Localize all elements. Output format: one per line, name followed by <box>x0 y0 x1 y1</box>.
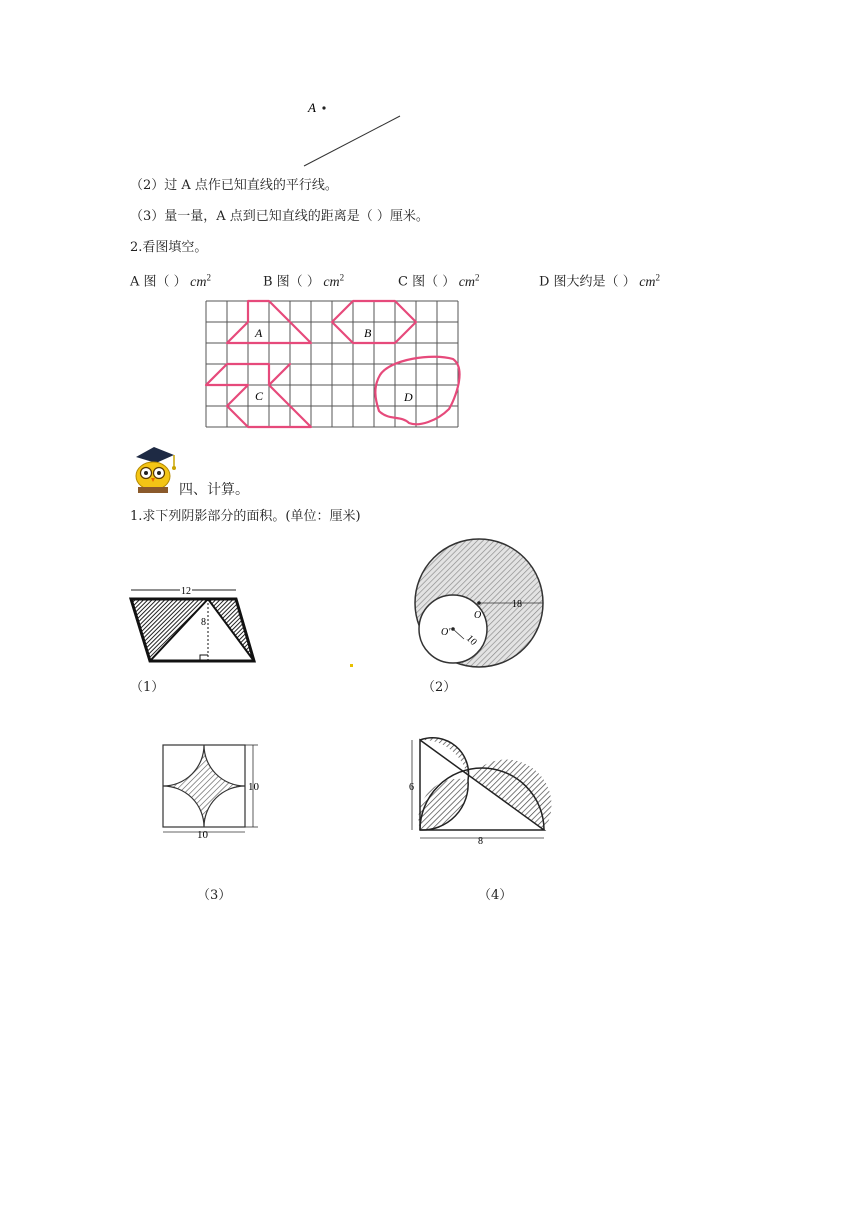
q1-part-2: （2）过 A 点作已知直线的平行线。 <box>130 178 338 193</box>
shape-d <box>375 357 459 425</box>
fig4-base-label: 8 <box>478 836 483 847</box>
q1-part-3: （3）量一量，A 点到已知直线的距离是（ ）厘米。 <box>130 209 429 224</box>
blank-d: D 图大约是（ ） $cm^2$ <box>539 272 661 290</box>
fig3-caption: （3） <box>197 888 232 903</box>
area-grid-figure <box>205 297 467 434</box>
grid-label-d: D <box>404 390 413 404</box>
fig2-radius-10: 10 <box>463 633 479 648</box>
figure-2-circles <box>408 536 550 670</box>
point-a-label: A <box>308 100 316 115</box>
fig2-center-o: O <box>474 610 482 621</box>
grid-label-a: A <box>255 326 263 340</box>
blank-c: C 图（ ） $cm^2$ <box>398 272 480 290</box>
figure-1-parallelogram <box>128 585 258 665</box>
fig4-height-label: 6 <box>409 782 414 793</box>
given-line <box>304 116 400 166</box>
fig3-bottom-label: 10 <box>197 829 208 840</box>
fig1-top-label: 12 <box>181 586 191 597</box>
stray-dot <box>350 664 353 667</box>
fig2-center-o-prime: O' <box>441 627 451 638</box>
fig1-height-label: 8 <box>201 617 206 628</box>
fig2-radius-18: 18 <box>512 599 522 610</box>
owl-mascot-icon <box>128 443 178 495</box>
calc-q1-title: 1.求下列阴影部分的面积。(单位：厘米) <box>130 509 361 524</box>
grid-label-c: C <box>255 389 264 403</box>
section-4-title: 四、计算。 <box>179 482 249 498</box>
point-a <box>322 106 325 109</box>
point-and-line-figure <box>296 96 406 170</box>
q2-title: 2.看图填空。 <box>130 240 208 255</box>
grid-label-b: B <box>364 326 372 340</box>
fig1-caption: （1） <box>130 680 165 695</box>
figure-4-triangle <box>406 736 554 848</box>
blank-b: B 图（ ） $cm^2$ <box>263 272 345 290</box>
fig4-caption: （4） <box>478 888 513 903</box>
fig2-caption: （2） <box>422 680 457 695</box>
figure-3-square <box>158 740 264 840</box>
blank-a: A 图（ ） $cm^2$ <box>130 272 211 290</box>
fig3-side-label: 10 <box>248 781 259 793</box>
